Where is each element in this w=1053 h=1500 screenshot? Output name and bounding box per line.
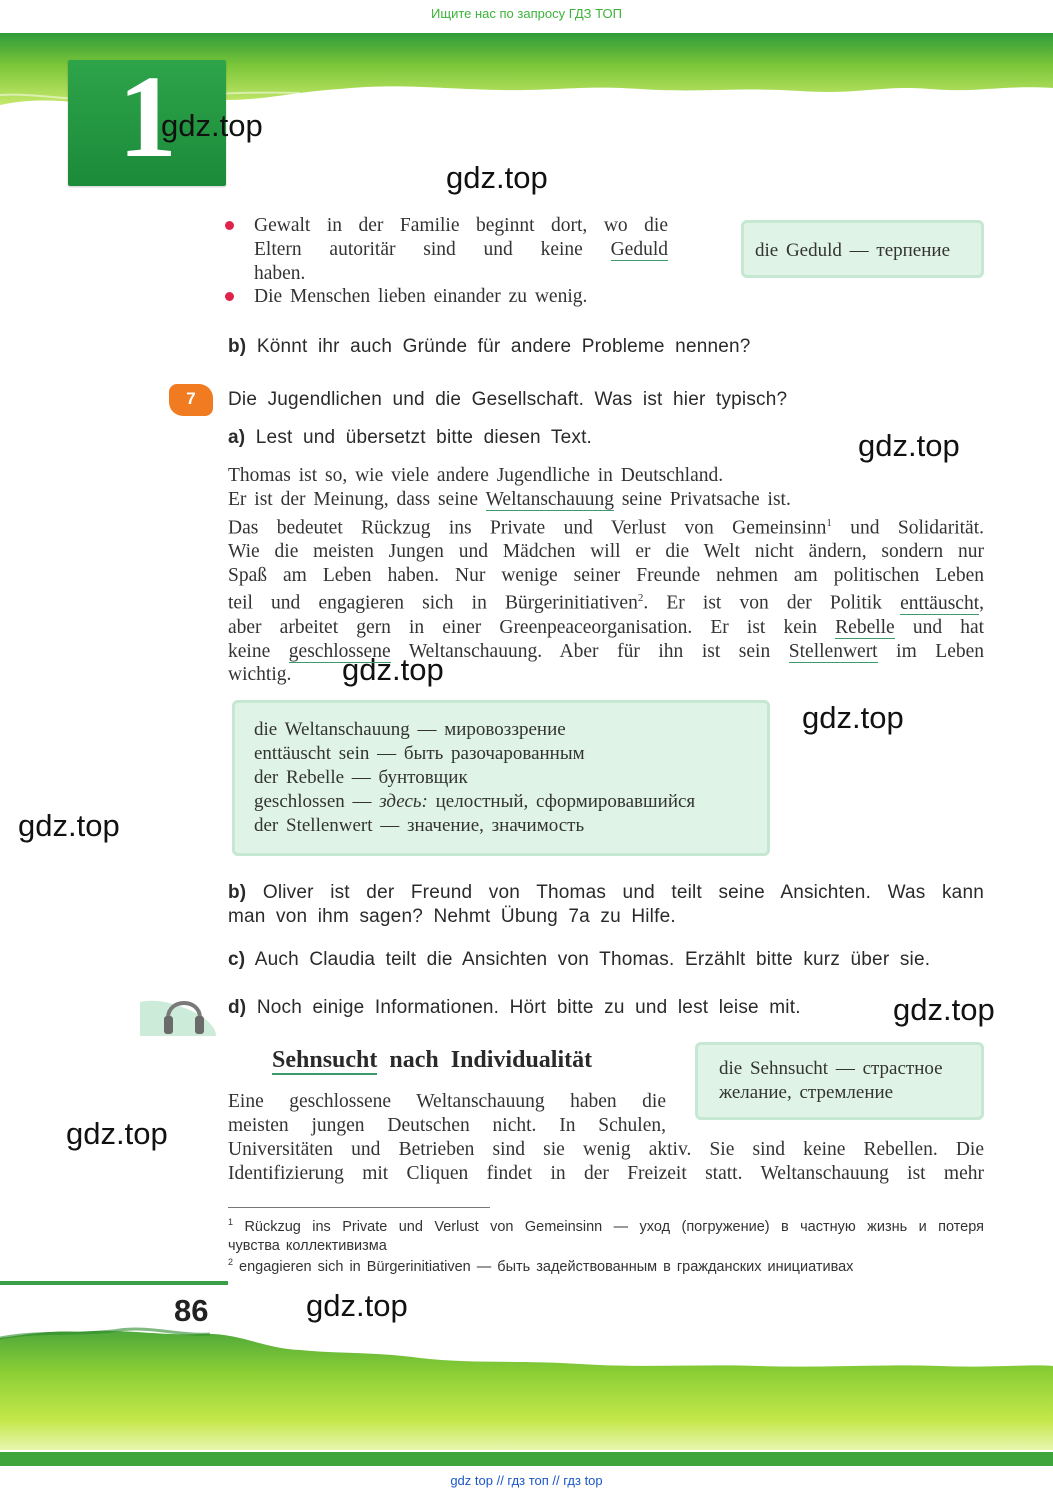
reading-text-narrow: Eine geschlossene Weltanschauung haben die meisten jungen Deutschen nicht. In Schulen, bbox=[228, 1091, 666, 1136]
headphones-icon bbox=[138, 984, 218, 1040]
vocab-entry: enttäuscht sein — быть разочарованным bbox=[254, 743, 585, 764]
watermark: gdz.top bbox=[802, 700, 904, 735]
task-b: b) Oliver ist der Freund von Thomas und teilt seine Ansichten. Was kann man von ihm sagen? Nehmt Übung 7a zu Hilfe. bbox=[228, 882, 984, 927]
vocab-underlined-word: Rebelle bbox=[835, 616, 895, 638]
reading-text-wide: Universitäten und Betrieben sind sie wenig aktiv. Sie sind keine Rebellen. Die Identifizierung mit Cliquen findet in der Freizeit statt. Weltanschauung ist mehr bbox=[228, 1139, 984, 1184]
footnote-ref: 1 bbox=[826, 516, 832, 529]
bullet-item: Gewalt in der Familie beginnt dort, wo die Eltern autoritär sind und keine Geduld haben. bbox=[254, 215, 668, 284]
reading-text-thomas: Thomas ist so, wie viele andere Jugendliche in Deutschland. Er ist der Meinung, dass seine Weltanschauung seine Privatsache ist. Das bedeutet Rückzug ins Private und Verlust von Gemeinsinn$^1$ und Solidarität. Wie die meisten Jungen und Mädchen will er die Welt nicht ändern, sondern nur Spaß am Leben haben. Nur wenige seiner Freunde nehmen am politischen Leben teil und engagieren sich in Bürgerinitiativen$^2$. Er ist von der Politik enttäuscht, aber arbeitet gern in einer Greenpeaceorganisation. Er ist kein Rebelle und hat keine geschlossene Weltanschauung. Aber für ihn ist sein Stellenwert im Leben wichtig. bbox=[228, 465, 985, 686]
footnote-2: $^2$ engagieren sich in Bürgerinitiativen — быть задействованным в гражданских инициативах bbox=[228, 1257, 854, 1275]
chapter-number: 1 bbox=[118, 51, 177, 182]
watermark: gdz.top bbox=[893, 992, 995, 1027]
bullet-marker bbox=[225, 221, 234, 230]
vocab-entry: geschlossen — здесь: целостный, сформировавшийся bbox=[254, 791, 696, 812]
bullet-marker bbox=[225, 292, 234, 301]
vocab-note-text: die Sehnsucht — страстное желание, стремление bbox=[719, 1058, 943, 1103]
page-number: 86 bbox=[174, 1293, 209, 1328]
vocab-entry: die Weltanschauung — мировоззрение bbox=[254, 719, 566, 740]
bullet-item: Die Menschen lieben einander zu wenig. bbox=[254, 286, 588, 307]
bottom-strip bbox=[0, 1452, 1053, 1466]
top-banner: Ищите нас по запросу ГДЗ ТОП bbox=[431, 6, 622, 21]
page-number-rule bbox=[0, 1281, 228, 1285]
footnote-divider bbox=[228, 1207, 490, 1208]
watermark: gdz.top bbox=[342, 652, 444, 687]
vocab-entry: der Stellenwert — значение, значимость bbox=[254, 815, 585, 836]
exercise-number-badge: 7 bbox=[169, 384, 213, 416]
task-c: c) Auch Claudia teilt die Ansichten von Thomas. Erzählt bitte kurz über sie. bbox=[228, 949, 931, 970]
vocab-entry: der Rebelle — бунтовщик bbox=[254, 767, 468, 788]
watermark: gdz.top bbox=[18, 808, 120, 843]
vocab-underlined-word: Geduld bbox=[610, 238, 668, 260]
task-a: a) Lest und übersetzt bitte diesen Text. bbox=[228, 427, 593, 448]
watermark: gdz.top bbox=[446, 160, 548, 195]
watermark: gdz.top bbox=[161, 108, 263, 143]
task-b-previous: b) Könnt ihr auch Gründe für andere Probleme nennen? bbox=[228, 336, 751, 357]
footnote-1: $^1$ Rückzug ins Private und Verlust von Gemeinsinn — уход (погружение) в частную жизнь и потеря чувства коллективизма bbox=[228, 1217, 984, 1254]
vocab-note-text: die Geduld — терпение bbox=[755, 240, 951, 261]
vocab-underlined-word: geschlossene bbox=[288, 640, 391, 662]
exercise-title: Die Jugendlichen und die Gesellschaft. Was ist hier typisch? bbox=[228, 389, 788, 410]
watermark: gdz.top bbox=[66, 1116, 168, 1151]
watermark: gdz.top bbox=[306, 1288, 408, 1323]
reading-title: Sehnsucht nach Individualität bbox=[272, 1047, 593, 1073]
bottom-banner: gdz top // гдз топ // гдз top bbox=[450, 1473, 603, 1488]
vocab-underlined-word: Weltanschauung bbox=[485, 488, 614, 510]
bottom-decorative-band bbox=[0, 1320, 1053, 1450]
footnote-ref: 2 bbox=[637, 592, 644, 605]
vocab-list bbox=[254, 718, 695, 838]
vocab-underlined-word: enttäuscht bbox=[900, 592, 980, 614]
watermark: gdz.top bbox=[858, 428, 960, 463]
vocab-underlined-word: Stellenwert bbox=[788, 640, 878, 662]
task-d: d) Noch einige Informationen. Hört bitte zu und lest leise mit. bbox=[228, 997, 801, 1018]
